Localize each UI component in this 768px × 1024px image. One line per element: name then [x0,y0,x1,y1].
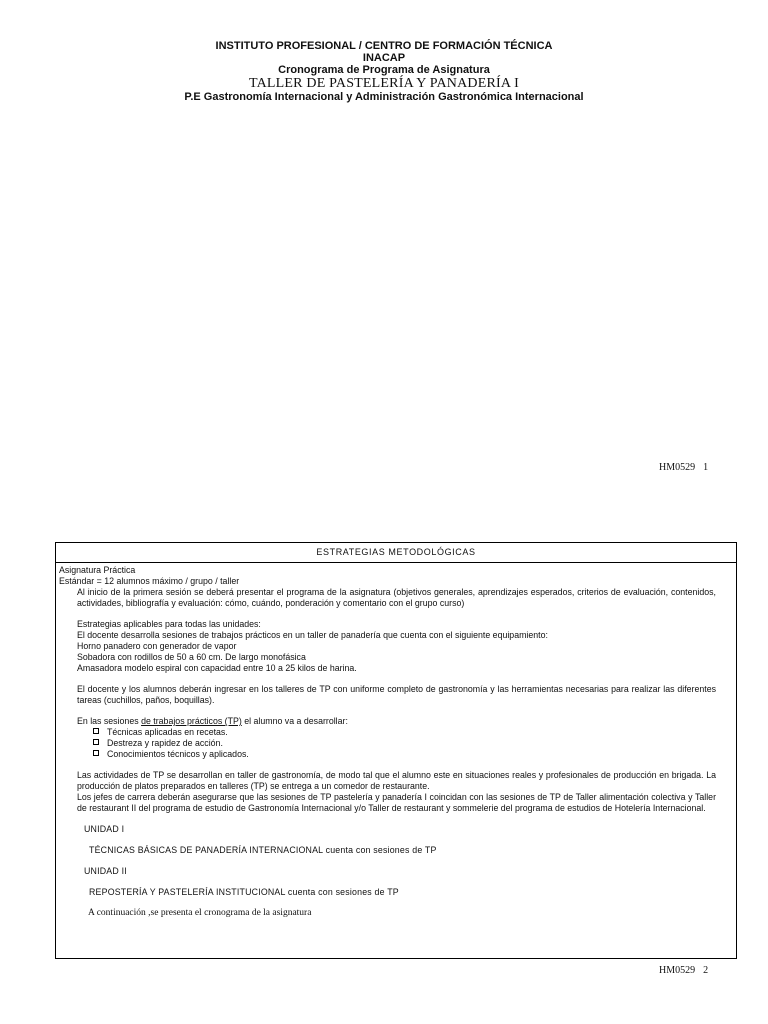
sessions-pre: En las sesiones [77,716,142,726]
list-item [93,727,716,738]
page-footer-1 [659,462,708,473]
strategies-title: Estrategias aplicables para todas las unidades: [77,619,261,629]
equipment-item: Horno panadero con generador de vapor [77,641,237,651]
page-number: 2 [703,965,709,976]
unit-1-label: UNIDAD I [84,824,125,834]
closing-note: A continuación ,se presenta el cronograma de la asignatura [88,908,312,918]
institution-acronym: INACAP [362,52,406,64]
unit-2-name: REPOSTERÍA Y PASTELERÍA INSTITUCIONAL cuenta con sesiones de TP [89,887,399,897]
bullet-text: Destreza y rapidez de acción. [107,738,223,748]
document-code: HM0529 [659,965,696,976]
document-code: HM0529 [659,462,696,473]
uniform-paragraph: El docente y los alumnos deberán ingresar en los talleres de TP con uniforme completo de gastronomía y las herramientas necesarias para realizar las diferentes tareas (cuchillos, paños, boquillas). [77,684,716,705]
coordination-paragraph: Los jefes de carrera deberán asegurarse que las sesiones de TP pastelería y panadería I coincidan con las sesiones de TP de Taller alimentación colectiva y Taller de restaurant II del programa de estudio de Gastronomía Internacional y/o Taller de restaurant y sommelerie del programa de estudios de Hotelería Internacional. [77,792,716,813]
square-bullet-icon [93,728,99,734]
institution-name: INSTITUTO PROFESIONAL / CENTRO DE FORMACIÓN TÉCNICA [215,40,553,52]
list-item [93,738,716,749]
strategies-heading: ESTRATEGIAS METODOLÓGICAS [56,543,736,563]
activities-paragraph: Las actividades de TP se desarrollan en taller de gastronomía, de modo tal que el alumno este en situaciones reales y profesionales de producción en brigada. La producción de platos preparados en talleres (TP) se entrega a un comedor de restaurante. [77,770,716,791]
sessions-line [77,716,716,727]
document-header [0,40,768,104]
strategies-body [56,563,736,919]
equipment-item: Sobadora con rodillos de 50 a 60 cm. De largo monofásica [77,652,306,662]
intro-paragraph: Al inicio de la primera sesión se deberá presentar el programa de la asignatura (objetivos generales, aprendizajes esperados, criterios de evaluación, contenidos, actividades, bibliografía y evaluación: cómo, cuándo, ponderación y comentario con el grupo curso) [77,587,716,608]
bullet-text: Técnicas aplicadas en recetas. [107,727,228,737]
equipment-item: Amasadora modelo espiral con capacidad entre 10 a 25 kilos de harina. [77,663,357,673]
bullet-text: Conocimientos técnicos y aplicados. [107,749,249,759]
list-item [93,749,716,760]
group-standard: Estándar = 12 alumnos máximo / grupo / taller [59,576,240,586]
course-type: Asignatura Práctica [59,565,136,575]
unit-1-name: TÉCNICAS BÁSICAS DE PANADERÍA INTERNACIONAL cuenta con sesiones de TP [89,845,437,855]
program-name: P.E Gastronomía Internacional y Administración Gastronómica Internacional [184,91,584,103]
square-bullet-icon [93,750,99,756]
square-bullet-icon [93,739,99,745]
sessions-underlined: de trabajos prácticos (TP) [141,716,242,726]
sessions-post: el alumno va a desarrollar: [241,716,348,726]
unit-2-label: UNIDAD II [84,866,127,876]
document-type: Cronograma de Programa de Asignatura [278,64,490,76]
equipment-intro: El docente desarrolla sesiones de trabajos prácticos en un taller de panadería que cuenta con el siguiente equipamiento: [77,630,548,640]
strategies-table [55,542,737,959]
page-footer-2 [659,965,708,976]
page-number: 1 [703,462,709,473]
course-title: TALLER DE PASTELERÍA Y PANADERÍA I [248,76,519,91]
